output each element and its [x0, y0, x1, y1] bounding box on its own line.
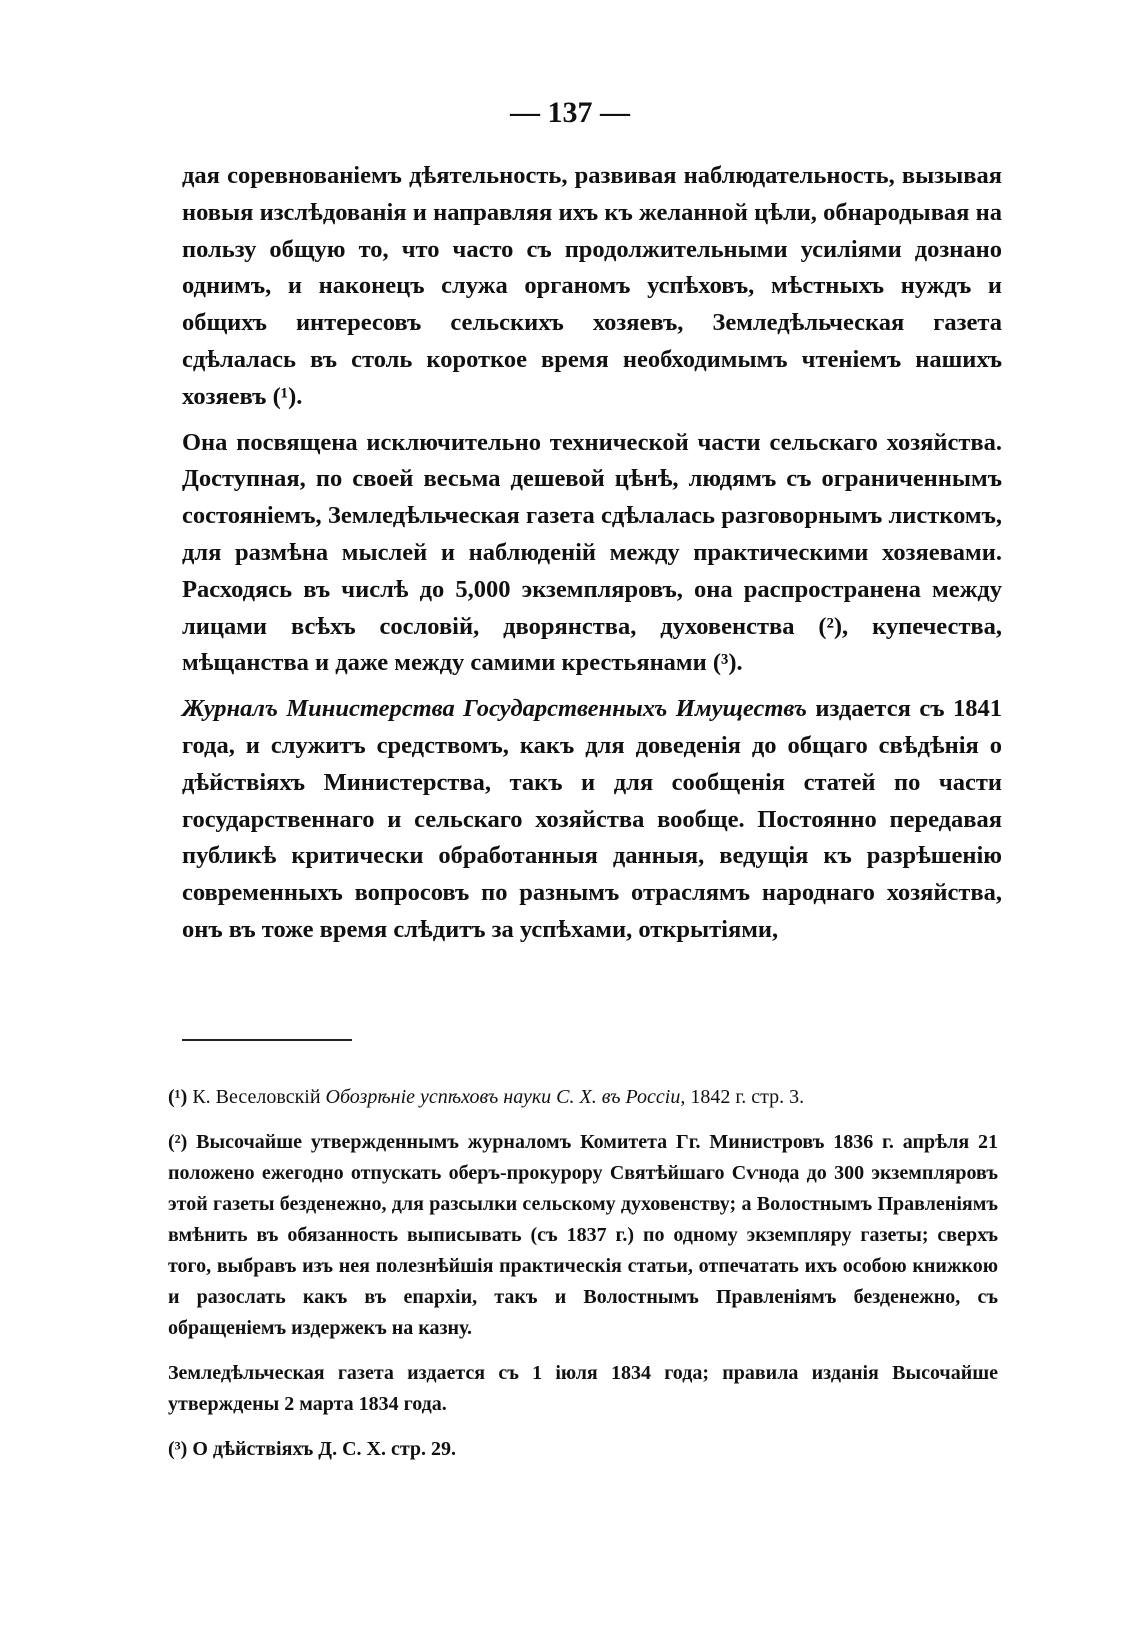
- footnote-3: [168, 1434, 998, 1465]
- footnote-3-mark: (³): [168, 1438, 188, 1460]
- footnote-2-text: Высочайше утвержденнымъ журналомъ Комитета Гг. Министровъ 1836 г. апрѣля 21 положено ежегодно отпускать оберъ-прокурору Святѣйшаго Сѵнода до 300 экземпляровъ этой газеты безденежно, для разсылки сельскому духовенству; а Волостнымъ Правленіямъ вмѣнить въ обязанность выписывать (съ 1837 г.) по одному экземпляру газеты; сверхъ того, выбравъ изъ нея полезнѣйшія практическія статьи, отпечатать ихъ особою книжкою и разослать какъ въ епархіи, такъ и Волостнымъ Правленіямъ безденежно, съ обращеніемъ издержекъ на казну.: [168, 1131, 998, 1339]
- paragraph-journal: [182, 691, 1002, 949]
- paragraph-journal-text: издается съ 1841 года, и служитъ средствомъ, какъ для доведенія до общаго свѣдѣнія о дѣйствіяхъ Министерства, такъ и для сообщенія статей по части государственнаго и сельскаго хозяйства вообще. Постоянно передавая публикѣ критически обработанныя данныя, ведущія къ разрѣшенію современныхъ вопросовъ по разнымъ отраслямъ народнаго хозяйства, онъ въ тоже время слѣдитъ за успѣхами, открытіями,: [182, 695, 1002, 943]
- footnote-1: [168, 1082, 998, 1113]
- footnote-1-mark: (¹): [168, 1086, 188, 1108]
- page-number: — 137 —: [510, 96, 630, 129]
- paragraph-continuation: дая соревнованіемъ дѣятельность, развивая наблюдательность, вызывая новыя изслѣдованія и направляя ихъ къ желанной цѣли, обнародывая на пользу общую то, что часто съ продолжительными усиліями дознано однимъ, и наконецъ служа органомъ успѣховъ, мѣстныхъ нуждъ и общихъ интересовъ сельскихъ хозяевъ, Земледѣльческая газета сдѣлалась въ столь короткое время необходимымъ чтеніемъ нашихъ хозяевъ (¹).: [182, 162, 1002, 410]
- main-text: [182, 158, 1002, 958]
- footnote-1-rest: 1842 г. стр. 3.: [685, 1086, 805, 1108]
- footnote-1-title: Обозрѣніе успѣховъ науки С. Х. въ Россіи,: [325, 1086, 686, 1108]
- journal-title: Журналъ Министерства Государственныхъ Имуществъ: [182, 695, 807, 723]
- footnotes: [168, 1082, 998, 1479]
- paragraph-gazette-text: Она посвящена исключительно технической части сельскаго хозяйства. Доступная, по своей весьма дешевой цѣнѣ, людямъ съ ограниченнымъ состояніемъ, Земледѣльческая газета сдѣлалась разговорнымъ листкомъ, для размѣна мыслей и наблюденій между практическими хозяевами. Расходясь въ числѣ до 5,000 экземпляровъ, она распространена между лицами всѣхъ сословій, дворянства, духовенства (²), купечества, мѣщанства и даже между самими крестьянами (³).: [182, 428, 1002, 677]
- footnote-1-author: К. Веселовскій: [187, 1086, 326, 1108]
- footnote-2: [168, 1127, 998, 1344]
- footnote-2-mark: (²): [168, 1131, 188, 1153]
- footnote-3-text: О дѣйствіяхъ Д. С. Х. стр. 29.: [187, 1438, 457, 1460]
- footnote-2-continuation: Земледѣльческая газета издается съ 1 іюля 1834 года; правила изданія Высочайше утверждены 2 марта 1834 года.: [168, 1362, 998, 1415]
- paragraph-gazette: [182, 425, 1002, 683]
- footnote-divider: [182, 1039, 352, 1041]
